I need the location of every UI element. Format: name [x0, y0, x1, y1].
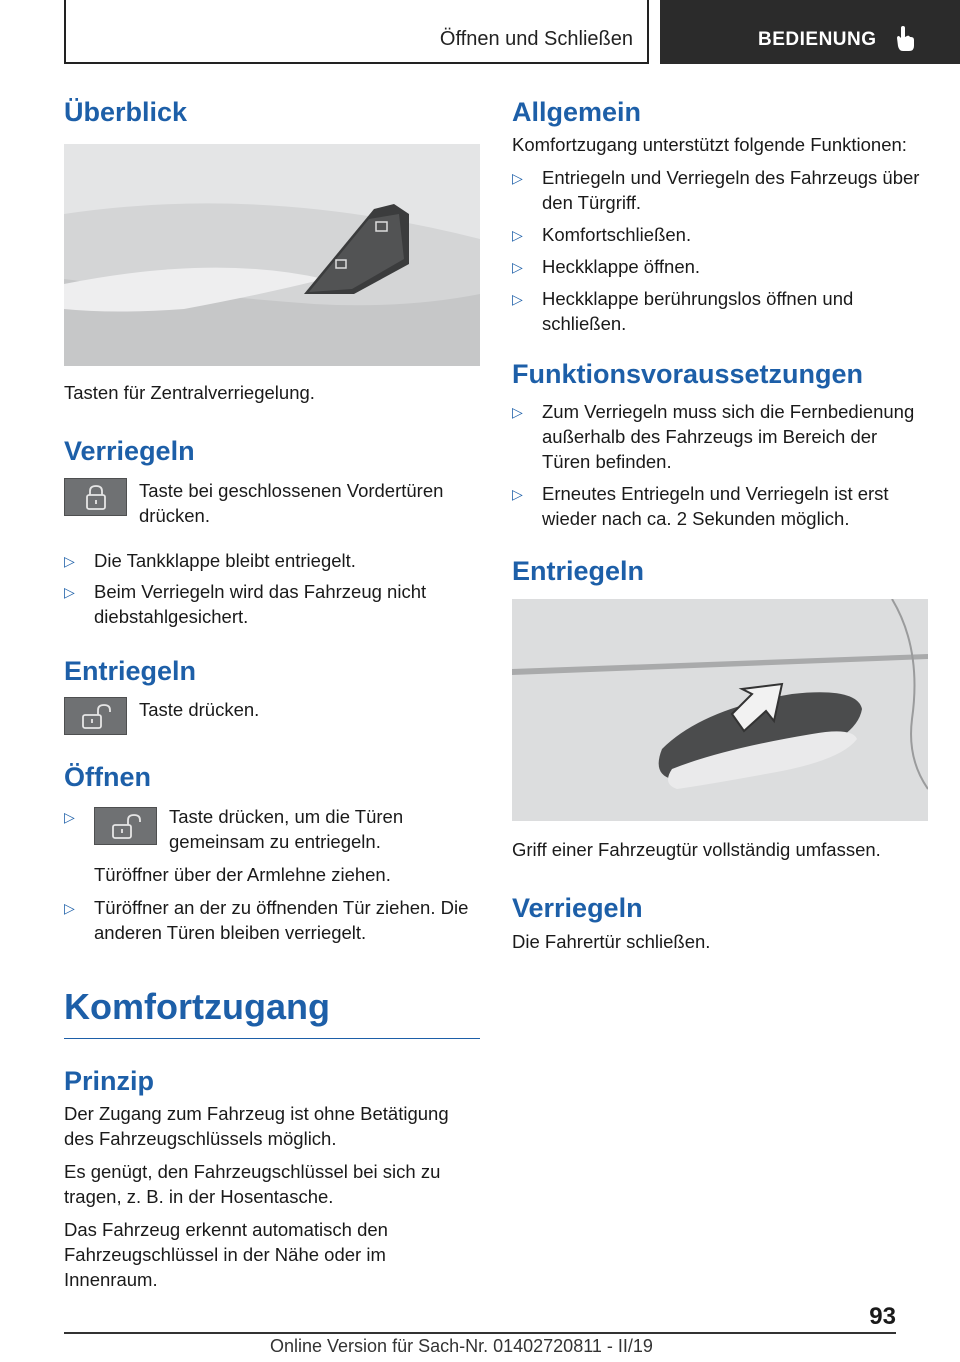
- allgemein-heading: Allgemein: [512, 97, 642, 127]
- bullet-triangle-icon: ▷: [512, 259, 523, 276]
- overview-heading: Überblick: [64, 97, 188, 127]
- list-item: [64, 804, 480, 887]
- online-version-text: Online Version für Sach-Nr. 01402720811 - II/19: [270, 1336, 653, 1356]
- page-number: 93: [869, 1303, 896, 1330]
- overview-caption: Tasten für Zentralverriegelung.: [64, 382, 315, 404]
- prinzip-heading: Prinzip: [64, 1065, 155, 1096]
- unlock-icon: [64, 697, 127, 735]
- door-handle-photo: [512, 599, 928, 821]
- bullet-triangle-icon: ▷: [64, 899, 75, 916]
- pointing-hand-icon: [894, 26, 916, 52]
- bullet-triangle-icon: ▷: [512, 291, 523, 308]
- door-interior-photo: [64, 144, 480, 366]
- door-interior-illustration: [64, 144, 480, 366]
- open-item1-sub: Türöffner über der Armlehne ziehen.: [94, 863, 391, 885]
- list-item: ▷ Komfortschließen.: [512, 222, 928, 247]
- chapter-title: Öffnen und Schließen: [439, 28, 633, 50]
- entriegeln-caption: Griff einer Fahrzeugtür vollständig umfassen.: [512, 839, 881, 861]
- allgemein-intro: Komfortzugang unterstützt folgende Funktionen:: [512, 134, 907, 156]
- open-heading: Öffnen: [64, 762, 151, 793]
- list-item: ▷ Türöffner an der zu öffnenden Tür ziehen. Die anderen Türen bleiben verriegelt.: [64, 896, 469, 943]
- unlock-text: Taste drücken.: [139, 699, 260, 721]
- list-item: ▷ Heckklappe berührungslos öffnen und schließen.: [512, 288, 854, 335]
- bullet-triangle-icon: ▷: [64, 808, 75, 825]
- lock-icon: [64, 478, 127, 516]
- list-item: ▷ Die Tankklappe bleibt entriegelt.: [64, 548, 480, 573]
- unlock-icon: [94, 807, 157, 845]
- list-item: ▷ Erneutes Entriegeln und Verriegeln ist erst wieder nach ca. 2 Sekunden möglich.: [512, 482, 889, 529]
- list-item: ▷ Zum Verriegeln muss sich die Fernbedienung außerhalb des Fahrzeugs im Bereich der Türen befinden.: [512, 400, 915, 472]
- lock-heading: Verriegeln: [64, 436, 195, 467]
- prinzip-paragraph: Es genügt, den Fahrzeugschlüssel bei sich zu tragen, z. B. in der Hosentasche.: [64, 1161, 441, 1208]
- door-handle-illustration: [512, 599, 928, 821]
- header-section-box: [660, 0, 960, 64]
- bullet-triangle-icon: ▷: [512, 170, 523, 187]
- bullet-triangle-icon: ▷: [512, 227, 523, 244]
- footer-divider: [64, 1332, 896, 1334]
- verriegeln-text: Die Fahrertür schließen.: [512, 930, 711, 952]
- header-chapter-box: [64, 0, 649, 64]
- unlock-heading: Entriegeln: [64, 655, 197, 686]
- bullet-triangle-icon: ▷: [64, 552, 75, 569]
- list-item: ▷ Beim Verriegeln wird das Fahrzeug nicht diebstahlgesichert.: [64, 580, 427, 627]
- section-label: BEDIENUNG: [758, 29, 877, 50]
- komfort-heading: Komfortzugang: [64, 985, 480, 1039]
- lock-text: Taste bei geschlossenen Vordertüren drücken.: [139, 479, 444, 526]
- voraus-heading: Funktionsvoraussetzungen: [512, 359, 864, 390]
- bullet-triangle-icon: ▷: [512, 403, 523, 420]
- list-item: ▷ Entriegeln und Verriegeln des Fahrzeugs über den Türgriff.: [512, 167, 920, 214]
- verriegeln-heading: Verriegeln: [512, 893, 643, 924]
- bullet-triangle-icon: ▷: [512, 485, 523, 502]
- left-column: [64, 96, 480, 1292]
- open-item1-text: Taste drücken, um die Türen gemeinsam zu entriegeln.: [169, 805, 404, 852]
- entriegeln-heading: Entriegeln: [512, 555, 645, 586]
- right-column: [512, 96, 928, 954]
- list-item: ▷ Heckklappe öffnen.: [512, 254, 928, 279]
- prinzip-paragraph: Der Zugang zum Fahrzeug ist ohne Betätigung des Fahrzeugschlüssels möglich.: [64, 1103, 449, 1150]
- bullet-triangle-icon: ▷: [64, 583, 75, 600]
- prinzip-paragraph: Das Fahrzeug erkennt automatisch den Fahrzeugschlüssel in der Nähe oder im Innenraum.: [64, 1219, 388, 1291]
